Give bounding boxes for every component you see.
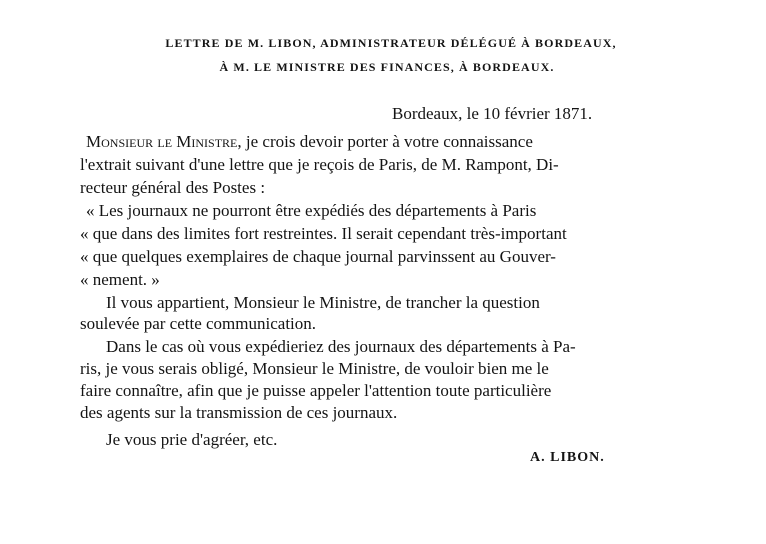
body-line-11: ris, je vous serais obligé, Monsieur le Ministre, de vouloir bien me le (80, 359, 549, 378)
quote-line-2: « que dans des limites fort restreintes. Il serait cependant très-important (80, 224, 567, 243)
letter-heading-line-2: À M. LE MINISTRE DES FINANCES, À BORDEAUX. (219, 60, 555, 74)
closing-line: Je vous prie d'agréer, etc. (106, 430, 278, 449)
body-line-8: Il vous appartient, Monsieur le Ministre, de trancher la question (106, 293, 540, 312)
salutation: Monsieur le Ministre, (86, 132, 242, 151)
quote-line-3: « que quelques exemplaires de chaque journal parvinssent au Gouver- (80, 247, 556, 266)
body-line-1-text: je crois devoir porter à votre connaissance (241, 132, 533, 151)
dateline: Bordeaux, le 10 février 1871. (392, 104, 593, 123)
body-line-2: l'extrait suivant d'une lettre que je reçois de Paris, de M. Rampont, Di- (80, 155, 559, 174)
body-line-10: Dans le cas où vous expédieriez des journaux des départements à Pa- (106, 337, 576, 356)
quote-line-1: « Les journaux ne pourront être expédiés des départements à Paris (86, 201, 537, 220)
body-line-3: recteur général des Postes : (80, 178, 266, 197)
body-line-9: soulevée par cette communication. (80, 314, 317, 333)
letter-heading-line-1: LETTRE DE M. LIBON, ADMINISTRATEUR DÉLÉGUÉ À BORDEAUX, (165, 36, 617, 50)
signature: A. LIBON. (530, 450, 605, 465)
quote-line-4: « nement. » (80, 270, 160, 289)
body-line-13: des agents sur la transmission de ces journaux. (80, 403, 398, 422)
body-line-12: faire connaître, afin que je puisse appeler l'attention toute particulière (80, 381, 552, 400)
body-line-1 (86, 132, 533, 152)
